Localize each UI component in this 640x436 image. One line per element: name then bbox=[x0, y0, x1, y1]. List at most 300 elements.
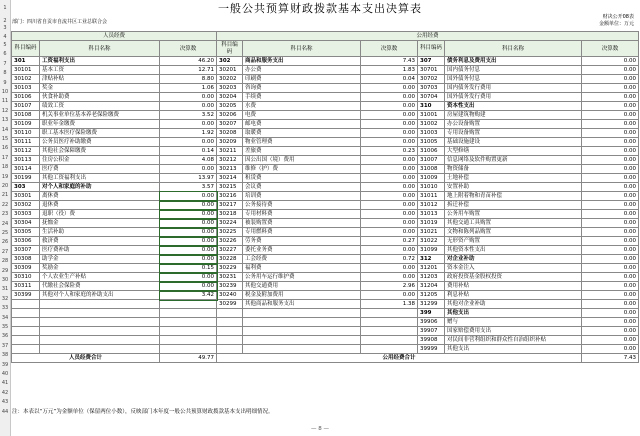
name-cell[interactable]: 国内债务发行费用 bbox=[445, 84, 582, 93]
name-cell[interactable]: 商品和服务支出 bbox=[243, 57, 361, 66]
amount-cell[interactable]: 0.00 bbox=[160, 228, 217, 237]
name-cell[interactable]: 奖励金 bbox=[40, 264, 160, 273]
amount-cell[interactable]: 0.00 bbox=[361, 84, 418, 93]
amount-cell[interactable]: 0.00 bbox=[582, 255, 639, 264]
name-cell[interactable]: 工会经费 bbox=[243, 255, 361, 264]
code-cell[interactable]: 30199 bbox=[12, 174, 40, 183]
name-cell[interactable]: 税金及附加费用 bbox=[243, 291, 361, 300]
name-cell[interactable]: 办公设备购置 bbox=[445, 120, 582, 129]
name-cell[interactable] bbox=[243, 327, 361, 336]
name-cell[interactable]: 退休费 bbox=[40, 201, 160, 210]
amount-cell[interactable]: 0.00 bbox=[361, 273, 418, 282]
code-cell[interactable]: 31011 bbox=[418, 192, 445, 201]
name-cell[interactable]: 公务接待费 bbox=[243, 201, 361, 210]
code-cell[interactable]: 31022 bbox=[418, 237, 445, 246]
amount-cell[interactable]: 0.00 bbox=[582, 57, 639, 66]
code-cell[interactable]: 30107 bbox=[12, 102, 40, 111]
amount-cell[interactable]: 0.00 bbox=[582, 75, 639, 84]
code-cell[interactable]: 307 bbox=[418, 57, 445, 66]
amount-cell[interactable]: 0.00 bbox=[582, 273, 639, 282]
name-cell[interactable]: 抚恤金 bbox=[40, 219, 160, 228]
code-cell[interactable]: 30231 bbox=[217, 273, 243, 282]
name-cell[interactable]: 国家赔偿费用支出 bbox=[445, 327, 582, 336]
amount-cell[interactable]: 0.00 bbox=[361, 264, 418, 273]
code-cell[interactable]: 30305 bbox=[12, 228, 40, 237]
amount-cell[interactable]: 1.92 bbox=[160, 129, 217, 138]
amount-cell[interactable]: 0.00 bbox=[160, 237, 217, 246]
code-cell[interactable]: 30211 bbox=[217, 147, 243, 156]
code-cell[interactable]: 30225 bbox=[217, 228, 243, 237]
name-cell[interactable]: 对个人和家庭的补助 bbox=[40, 183, 160, 192]
name-cell[interactable]: 利息补贴 bbox=[445, 291, 582, 300]
name-cell[interactable] bbox=[243, 336, 361, 345]
name-cell[interactable]: 手续费 bbox=[243, 93, 361, 102]
code-cell[interactable]: 30101 bbox=[12, 66, 40, 75]
name-cell[interactable]: 地上附着物和青苗补偿 bbox=[445, 192, 582, 201]
amount-cell[interactable]: 0.15 bbox=[160, 264, 217, 273]
code-cell[interactable]: 30217 bbox=[217, 201, 243, 210]
amount-cell[interactable] bbox=[160, 336, 217, 345]
amount-cell[interactable]: 46.20 bbox=[160, 57, 217, 66]
code-cell[interactable]: 30103 bbox=[12, 84, 40, 93]
amount-cell[interactable]: 12.71 bbox=[160, 66, 217, 75]
amount-cell[interactable]: 3.57 bbox=[160, 183, 217, 192]
code-cell[interactable]: 31003 bbox=[418, 129, 445, 138]
amount-cell[interactable] bbox=[361, 345, 418, 354]
code-cell[interactable]: 30224 bbox=[217, 219, 243, 228]
name-cell[interactable] bbox=[40, 318, 160, 327]
code-cell[interactable]: 30704 bbox=[418, 93, 445, 102]
name-cell[interactable]: 邮电费 bbox=[243, 120, 361, 129]
name-cell[interactable] bbox=[40, 309, 160, 318]
code-cell[interactable]: 31013 bbox=[418, 210, 445, 219]
amount-cell[interactable]: 0.04 bbox=[361, 75, 418, 84]
amount-cell[interactable]: 0.00 bbox=[361, 120, 418, 129]
code-cell[interactable]: 30102 bbox=[12, 75, 40, 84]
amount-cell[interactable]: 0.00 bbox=[160, 201, 217, 210]
amount-cell[interactable]: 0.00 bbox=[582, 201, 639, 210]
code-cell[interactable]: 310 bbox=[418, 102, 445, 111]
code-cell[interactable]: 30311 bbox=[12, 282, 40, 291]
amount-cell[interactable]: 1.83 bbox=[361, 66, 418, 75]
amount-cell[interactable]: 0.00 bbox=[582, 93, 639, 102]
name-cell[interactable]: 维修（护）费 bbox=[243, 165, 361, 174]
name-cell[interactable]: 其他工资福利支出 bbox=[40, 174, 160, 183]
name-cell[interactable]: 绩效工资 bbox=[40, 102, 160, 111]
code-cell[interactable]: 39999 bbox=[418, 345, 445, 354]
name-cell[interactable]: 文物和陈列品购置 bbox=[445, 228, 582, 237]
code-cell[interactable]: 30299 bbox=[217, 300, 243, 309]
name-cell[interactable]: 助学金 bbox=[40, 255, 160, 264]
amount-cell[interactable]: 0.00 bbox=[361, 138, 418, 147]
amount-cell[interactable] bbox=[160, 309, 217, 318]
amount-cell[interactable]: 3.52 bbox=[160, 111, 217, 120]
name-cell[interactable]: 债务利息及费用支出 bbox=[445, 57, 582, 66]
name-cell[interactable]: 劳务费 bbox=[243, 237, 361, 246]
amount-cell[interactable]: 0.00 bbox=[361, 156, 418, 165]
name-cell[interactable]: 其他支出 bbox=[445, 309, 582, 318]
name-cell[interactable]: 其他交通费用 bbox=[243, 282, 361, 291]
name-cell[interactable]: 其他对企业补助 bbox=[445, 300, 582, 309]
name-cell[interactable]: 医疗费 bbox=[40, 165, 160, 174]
code-cell[interactable]: 31009 bbox=[418, 174, 445, 183]
name-cell[interactable]: 国外债务付息 bbox=[445, 75, 582, 84]
name-cell[interactable]: 津贴补贴 bbox=[40, 75, 160, 84]
code-cell[interactable] bbox=[12, 336, 40, 345]
name-cell[interactable]: 水费 bbox=[243, 102, 361, 111]
code-cell[interactable]: 30702 bbox=[418, 75, 445, 84]
name-cell[interactable]: 代缴社会保险费 bbox=[40, 282, 160, 291]
code-cell[interactable]: 31299 bbox=[418, 300, 445, 309]
amount-cell[interactable]: 0.00 bbox=[361, 174, 418, 183]
code-cell[interactable] bbox=[217, 345, 243, 354]
code-cell[interactable]: 301 bbox=[12, 57, 40, 66]
code-cell[interactable]: 30309 bbox=[12, 264, 40, 273]
amount-cell[interactable]: 0.00 bbox=[582, 228, 639, 237]
code-cell[interactable]: 399 bbox=[418, 309, 445, 318]
code-cell[interactable]: 30213 bbox=[217, 165, 243, 174]
name-cell[interactable]: 差旅费 bbox=[243, 147, 361, 156]
name-cell[interactable]: 其他商品和服务支出 bbox=[243, 300, 361, 309]
code-cell[interactable]: 31007 bbox=[418, 156, 445, 165]
code-cell[interactable] bbox=[12, 327, 40, 336]
amount-cell[interactable]: 0.00 bbox=[582, 309, 639, 318]
amount-cell[interactable]: 0.00 bbox=[361, 93, 418, 102]
code-cell[interactable]: 30201 bbox=[217, 66, 243, 75]
amount-cell[interactable]: 0.00 bbox=[160, 255, 217, 264]
amount-cell[interactable]: 0.00 bbox=[582, 183, 639, 192]
amount-cell[interactable]: 1.06 bbox=[160, 84, 217, 93]
code-cell[interactable]: 31008 bbox=[418, 165, 445, 174]
amount-cell[interactable]: 0.00 bbox=[582, 66, 639, 75]
amount-cell[interactable]: 3.42 bbox=[160, 291, 217, 300]
amount-cell[interactable]: 0.00 bbox=[582, 165, 639, 174]
code-cell[interactable] bbox=[217, 309, 243, 318]
name-cell[interactable]: 国内债务付息 bbox=[445, 66, 582, 75]
code-cell[interactable]: 30303 bbox=[12, 210, 40, 219]
amount-cell[interactable] bbox=[160, 345, 217, 354]
code-cell[interactable]: 30703 bbox=[418, 84, 445, 93]
amount-cell[interactable]: 2.96 bbox=[361, 282, 418, 291]
code-cell[interactable]: 302 bbox=[217, 57, 243, 66]
amount-cell[interactable]: 0.00 bbox=[582, 318, 639, 327]
name-cell[interactable]: 对民间非营利组织和群众性自治组织补贴 bbox=[445, 336, 582, 345]
name-cell[interactable]: 安置补助 bbox=[445, 183, 582, 192]
name-cell[interactable]: 基本工资 bbox=[40, 66, 160, 75]
name-cell[interactable] bbox=[40, 345, 160, 354]
name-cell[interactable]: 退职（役）费 bbox=[40, 210, 160, 219]
name-cell[interactable]: 公务用车运行维护费 bbox=[243, 273, 361, 282]
amount-cell[interactable] bbox=[361, 309, 418, 318]
code-cell[interactable]: 30206 bbox=[217, 111, 243, 120]
amount-cell[interactable]: 0.00 bbox=[361, 246, 418, 255]
name-cell[interactable]: 伙食补助费 bbox=[40, 93, 160, 102]
name-cell[interactable]: 取暖费 bbox=[243, 129, 361, 138]
name-cell[interactable]: 无形资产购置 bbox=[445, 237, 582, 246]
code-cell[interactable]: 30218 bbox=[217, 210, 243, 219]
amount-cell[interactable]: 13.97 bbox=[160, 174, 217, 183]
amount-cell[interactable]: 0.00 bbox=[160, 120, 217, 129]
amount-cell[interactable]: 0.00 bbox=[582, 327, 639, 336]
code-cell[interactable]: 30202 bbox=[217, 75, 243, 84]
name-cell[interactable]: 拆迁补偿 bbox=[445, 201, 582, 210]
code-cell[interactable]: 30308 bbox=[12, 255, 40, 264]
name-cell[interactable]: 生活补助 bbox=[40, 228, 160, 237]
code-cell[interactable]: 30239 bbox=[217, 282, 243, 291]
name-cell[interactable]: 公务员医疗补助缴费 bbox=[40, 138, 160, 147]
amount-cell[interactable]: 0.00 bbox=[582, 219, 639, 228]
name-cell[interactable]: 委托业务费 bbox=[243, 246, 361, 255]
code-cell[interactable]: 30240 bbox=[217, 291, 243, 300]
code-cell[interactable]: 31010 bbox=[418, 183, 445, 192]
name-cell[interactable]: 租赁费 bbox=[243, 174, 361, 183]
amount-cell[interactable]: 0.00 bbox=[361, 111, 418, 120]
name-cell[interactable]: 福利费 bbox=[243, 264, 361, 273]
amount-cell[interactable]: 0.00 bbox=[160, 273, 217, 282]
name-cell[interactable] bbox=[243, 345, 361, 354]
amount-cell[interactable] bbox=[361, 318, 418, 327]
name-cell[interactable]: 咨询费 bbox=[243, 84, 361, 93]
amount-cell[interactable]: 0.00 bbox=[361, 192, 418, 201]
code-cell[interactable]: 30212 bbox=[217, 156, 243, 165]
code-cell[interactable]: 31002 bbox=[418, 120, 445, 129]
amount-cell[interactable]: 0.00 bbox=[160, 210, 217, 219]
code-cell[interactable]: 30227 bbox=[217, 246, 243, 255]
name-cell[interactable]: 个人农业生产补贴 bbox=[40, 273, 160, 282]
name-cell[interactable]: 其他资本性支出 bbox=[445, 246, 582, 255]
code-cell[interactable]: 30108 bbox=[12, 111, 40, 120]
name-cell[interactable]: 专用材料费 bbox=[243, 210, 361, 219]
code-cell[interactable]: 30307 bbox=[12, 246, 40, 255]
amount-cell[interactable]: 0.00 bbox=[582, 102, 639, 111]
code-cell[interactable]: 31019 bbox=[418, 219, 445, 228]
amount-cell[interactable]: 0.00 bbox=[582, 120, 639, 129]
code-cell[interactable] bbox=[217, 327, 243, 336]
amount-cell[interactable]: 0.72 bbox=[361, 255, 418, 264]
amount-cell[interactable]: 0.00 bbox=[361, 219, 418, 228]
amount-cell[interactable]: 0.00 bbox=[361, 291, 418, 300]
code-cell[interactable]: 31005 bbox=[418, 138, 445, 147]
code-cell[interactable] bbox=[12, 309, 40, 318]
name-cell[interactable]: 会议费 bbox=[243, 183, 361, 192]
amount-cell[interactable]: 0.00 bbox=[582, 111, 639, 120]
code-cell[interactable]: 31201 bbox=[418, 264, 445, 273]
amount-cell[interactable]: 0.00 bbox=[361, 165, 418, 174]
name-cell[interactable] bbox=[243, 318, 361, 327]
code-cell[interactable]: 31001 bbox=[418, 111, 445, 120]
code-cell[interactable]: 30306 bbox=[12, 237, 40, 246]
code-cell[interactable]: 30214 bbox=[217, 174, 243, 183]
code-cell[interactable] bbox=[12, 345, 40, 354]
name-cell[interactable]: 政府投资基金股权投资 bbox=[445, 273, 582, 282]
amount-cell[interactable]: 0.00 bbox=[160, 93, 217, 102]
code-cell[interactable]: 30112 bbox=[12, 147, 40, 156]
code-cell[interactable]: 30399 bbox=[12, 291, 40, 300]
amount-cell[interactable]: 0.00 bbox=[361, 129, 418, 138]
amount-cell[interactable]: 0.00 bbox=[582, 138, 639, 147]
amount-cell[interactable]: 0.00 bbox=[160, 138, 217, 147]
code-cell[interactable]: 30228 bbox=[217, 255, 243, 264]
name-cell[interactable]: 大型修缮 bbox=[445, 147, 582, 156]
code-cell[interactable]: 30208 bbox=[217, 129, 243, 138]
code-cell[interactable]: 31099 bbox=[418, 246, 445, 255]
name-cell[interactable]: 住房公积金 bbox=[40, 156, 160, 165]
name-cell[interactable]: 资本金注入 bbox=[445, 264, 582, 273]
code-cell[interactable]: 31203 bbox=[418, 273, 445, 282]
name-cell[interactable] bbox=[40, 300, 160, 309]
code-cell[interactable]: 30209 bbox=[217, 138, 243, 147]
name-cell[interactable]: 培训费 bbox=[243, 192, 361, 201]
code-cell[interactable]: 30110 bbox=[12, 129, 40, 138]
amount-cell[interactable]: 0.00 bbox=[582, 264, 639, 273]
code-cell[interactable]: 30114 bbox=[12, 165, 40, 174]
name-cell[interactable]: 电费 bbox=[243, 111, 361, 120]
code-cell[interactable]: 31006 bbox=[418, 147, 445, 156]
code-cell[interactable]: 30304 bbox=[12, 219, 40, 228]
name-cell[interactable]: 其他社会保障缴费 bbox=[40, 147, 160, 156]
code-cell[interactable]: 312 bbox=[418, 255, 445, 264]
name-cell[interactable]: 公务用车购置 bbox=[445, 210, 582, 219]
amount-cell[interactable] bbox=[160, 327, 217, 336]
amount-cell[interactable]: 7.43 bbox=[361, 57, 418, 66]
amount-cell[interactable]: 0.00 bbox=[582, 147, 639, 156]
amount-cell[interactable]: 0.27 bbox=[361, 237, 418, 246]
amount-cell[interactable]: 0.23 bbox=[361, 147, 418, 156]
code-cell[interactable]: 31021 bbox=[418, 228, 445, 237]
amount-cell[interactable]: 0.00 bbox=[160, 219, 217, 228]
amount-cell[interactable] bbox=[361, 336, 418, 345]
name-cell[interactable]: 被装购置费 bbox=[243, 219, 361, 228]
code-cell[interactable]: 30216 bbox=[217, 192, 243, 201]
amount-cell[interactable]: 0.00 bbox=[582, 282, 639, 291]
code-cell[interactable]: 303 bbox=[12, 183, 40, 192]
total-personnel-value[interactable]: 49.77 bbox=[160, 354, 217, 363]
name-cell[interactable]: 专用设备购置 bbox=[445, 129, 582, 138]
amount-cell[interactable]: 0.00 bbox=[160, 102, 217, 111]
amount-cell[interactable]: 0.00 bbox=[582, 237, 639, 246]
name-cell[interactable]: 资本性支出 bbox=[445, 102, 582, 111]
amount-cell[interactable]: 4.08 bbox=[160, 156, 217, 165]
amount-cell[interactable]: 0.00 bbox=[361, 228, 418, 237]
name-cell[interactable]: 土地补偿 bbox=[445, 174, 582, 183]
name-cell[interactable]: 基础设施建设 bbox=[445, 138, 582, 147]
name-cell[interactable]: 房屋建筑物购建 bbox=[445, 111, 582, 120]
amount-cell[interactable]: 8.80 bbox=[160, 75, 217, 84]
amount-cell[interactable]: 0.14 bbox=[160, 147, 217, 156]
code-cell[interactable] bbox=[12, 300, 40, 309]
name-cell[interactable]: 物资储备 bbox=[445, 165, 582, 174]
code-cell[interactable]: 30113 bbox=[12, 156, 40, 165]
code-cell[interactable] bbox=[217, 318, 243, 327]
name-cell[interactable]: 信息网络及软件购置更新 bbox=[445, 156, 582, 165]
code-cell[interactable]: 39907 bbox=[418, 327, 445, 336]
code-cell[interactable]: 39906 bbox=[418, 318, 445, 327]
name-cell[interactable] bbox=[40, 327, 160, 336]
code-cell[interactable]: 39908 bbox=[418, 336, 445, 345]
amount-cell[interactable]: 0.00 bbox=[582, 210, 639, 219]
code-cell[interactable]: 31012 bbox=[418, 201, 445, 210]
name-cell[interactable]: 机关事业单位基本养老保险缴费 bbox=[40, 111, 160, 120]
amount-cell[interactable]: 0.00 bbox=[160, 282, 217, 291]
code-cell[interactable]: 30203 bbox=[217, 84, 243, 93]
amount-cell[interactable]: 0.00 bbox=[582, 174, 639, 183]
amount-cell[interactable]: 0.00 bbox=[361, 102, 418, 111]
amount-cell[interactable]: 1.38 bbox=[361, 300, 418, 309]
code-cell[interactable] bbox=[217, 336, 243, 345]
name-cell[interactable]: 国外债务发行费用 bbox=[445, 93, 582, 102]
amount-cell[interactable]: 0.00 bbox=[361, 210, 418, 219]
name-cell[interactable]: 对企业补助 bbox=[445, 255, 582, 264]
code-cell[interactable]: 30215 bbox=[217, 183, 243, 192]
code-cell[interactable]: 31204 bbox=[418, 282, 445, 291]
code-cell[interactable]: 30207 bbox=[217, 120, 243, 129]
amount-cell[interactable]: 0.00 bbox=[361, 183, 418, 192]
code-cell[interactable]: 30301 bbox=[12, 192, 40, 201]
amount-cell[interactable] bbox=[160, 300, 217, 309]
name-cell[interactable]: 其他支出 bbox=[445, 345, 582, 354]
name-cell[interactable]: 因公出国（境）费用 bbox=[243, 156, 361, 165]
name-cell[interactable]: 专用燃料费 bbox=[243, 228, 361, 237]
name-cell[interactable]: 费用补贴 bbox=[445, 282, 582, 291]
code-cell[interactable]: 30106 bbox=[12, 93, 40, 102]
code-cell[interactable]: 30109 bbox=[12, 120, 40, 129]
name-cell[interactable]: 职工基本医疗保险缴费 bbox=[40, 129, 160, 138]
name-cell[interactable]: 职业年金缴费 bbox=[40, 120, 160, 129]
code-cell[interactable]: 30226 bbox=[217, 237, 243, 246]
amount-cell[interactable]: 0.00 bbox=[160, 192, 217, 201]
code-cell[interactable]: 30229 bbox=[217, 264, 243, 273]
name-cell[interactable]: 其他交通工具购置 bbox=[445, 219, 582, 228]
code-cell[interactable] bbox=[12, 318, 40, 327]
amount-cell[interactable]: 0.00 bbox=[582, 291, 639, 300]
code-cell[interactable]: 31205 bbox=[418, 291, 445, 300]
table-row bbox=[12, 210, 639, 219]
name-cell[interactable]: 赠与 bbox=[445, 318, 582, 327]
name-cell[interactable]: 物业管理费 bbox=[243, 138, 361, 147]
amount-cell[interactable]: 0.00 bbox=[582, 300, 639, 309]
amount-cell[interactable]: 0.00 bbox=[582, 156, 639, 165]
amount-cell[interactable] bbox=[361, 327, 418, 336]
amount-cell[interactable] bbox=[160, 318, 217, 327]
amount-cell[interactable]: 0.00 bbox=[582, 84, 639, 93]
name-cell[interactable]: 奖金 bbox=[40, 84, 160, 93]
name-cell[interactable]: 其他对个人和家庭的补助支出 bbox=[40, 291, 160, 300]
code-cell[interactable]: 30302 bbox=[12, 201, 40, 210]
amount-cell[interactable]: 0.00 bbox=[160, 165, 217, 174]
amount-cell[interactable]: 0.00 bbox=[582, 336, 639, 345]
amount-cell[interactable]: 0.00 bbox=[361, 201, 418, 210]
amount-cell[interactable]: 0.00 bbox=[582, 246, 639, 255]
code-cell[interactable]: 30204 bbox=[217, 93, 243, 102]
name-cell[interactable]: 工资福利支出 bbox=[40, 57, 160, 66]
name-cell[interactable]: 办公费 bbox=[243, 66, 361, 75]
code-cell[interactable]: 30701 bbox=[418, 66, 445, 75]
code-cell[interactable]: 30205 bbox=[217, 102, 243, 111]
total-public-value[interactable]: 7.43 bbox=[582, 354, 639, 363]
name-cell[interactable]: 医疗费补助 bbox=[40, 246, 160, 255]
code-cell[interactable]: 30111 bbox=[12, 138, 40, 147]
amount-cell[interactable]: 0.00 bbox=[582, 192, 639, 201]
name-cell[interactable] bbox=[40, 336, 160, 345]
name-cell[interactable]: 印刷费 bbox=[243, 75, 361, 84]
name-cell[interactable] bbox=[243, 309, 361, 318]
amount-cell[interactable]: 0.00 bbox=[160, 246, 217, 255]
name-cell[interactable]: 救济费 bbox=[40, 237, 160, 246]
amount-cell[interactable]: 0.00 bbox=[582, 345, 639, 354]
amount-cell[interactable]: 0.00 bbox=[582, 129, 639, 138]
name-cell[interactable]: 离休费 bbox=[40, 192, 160, 201]
code-cell[interactable]: 30310 bbox=[12, 273, 40, 282]
